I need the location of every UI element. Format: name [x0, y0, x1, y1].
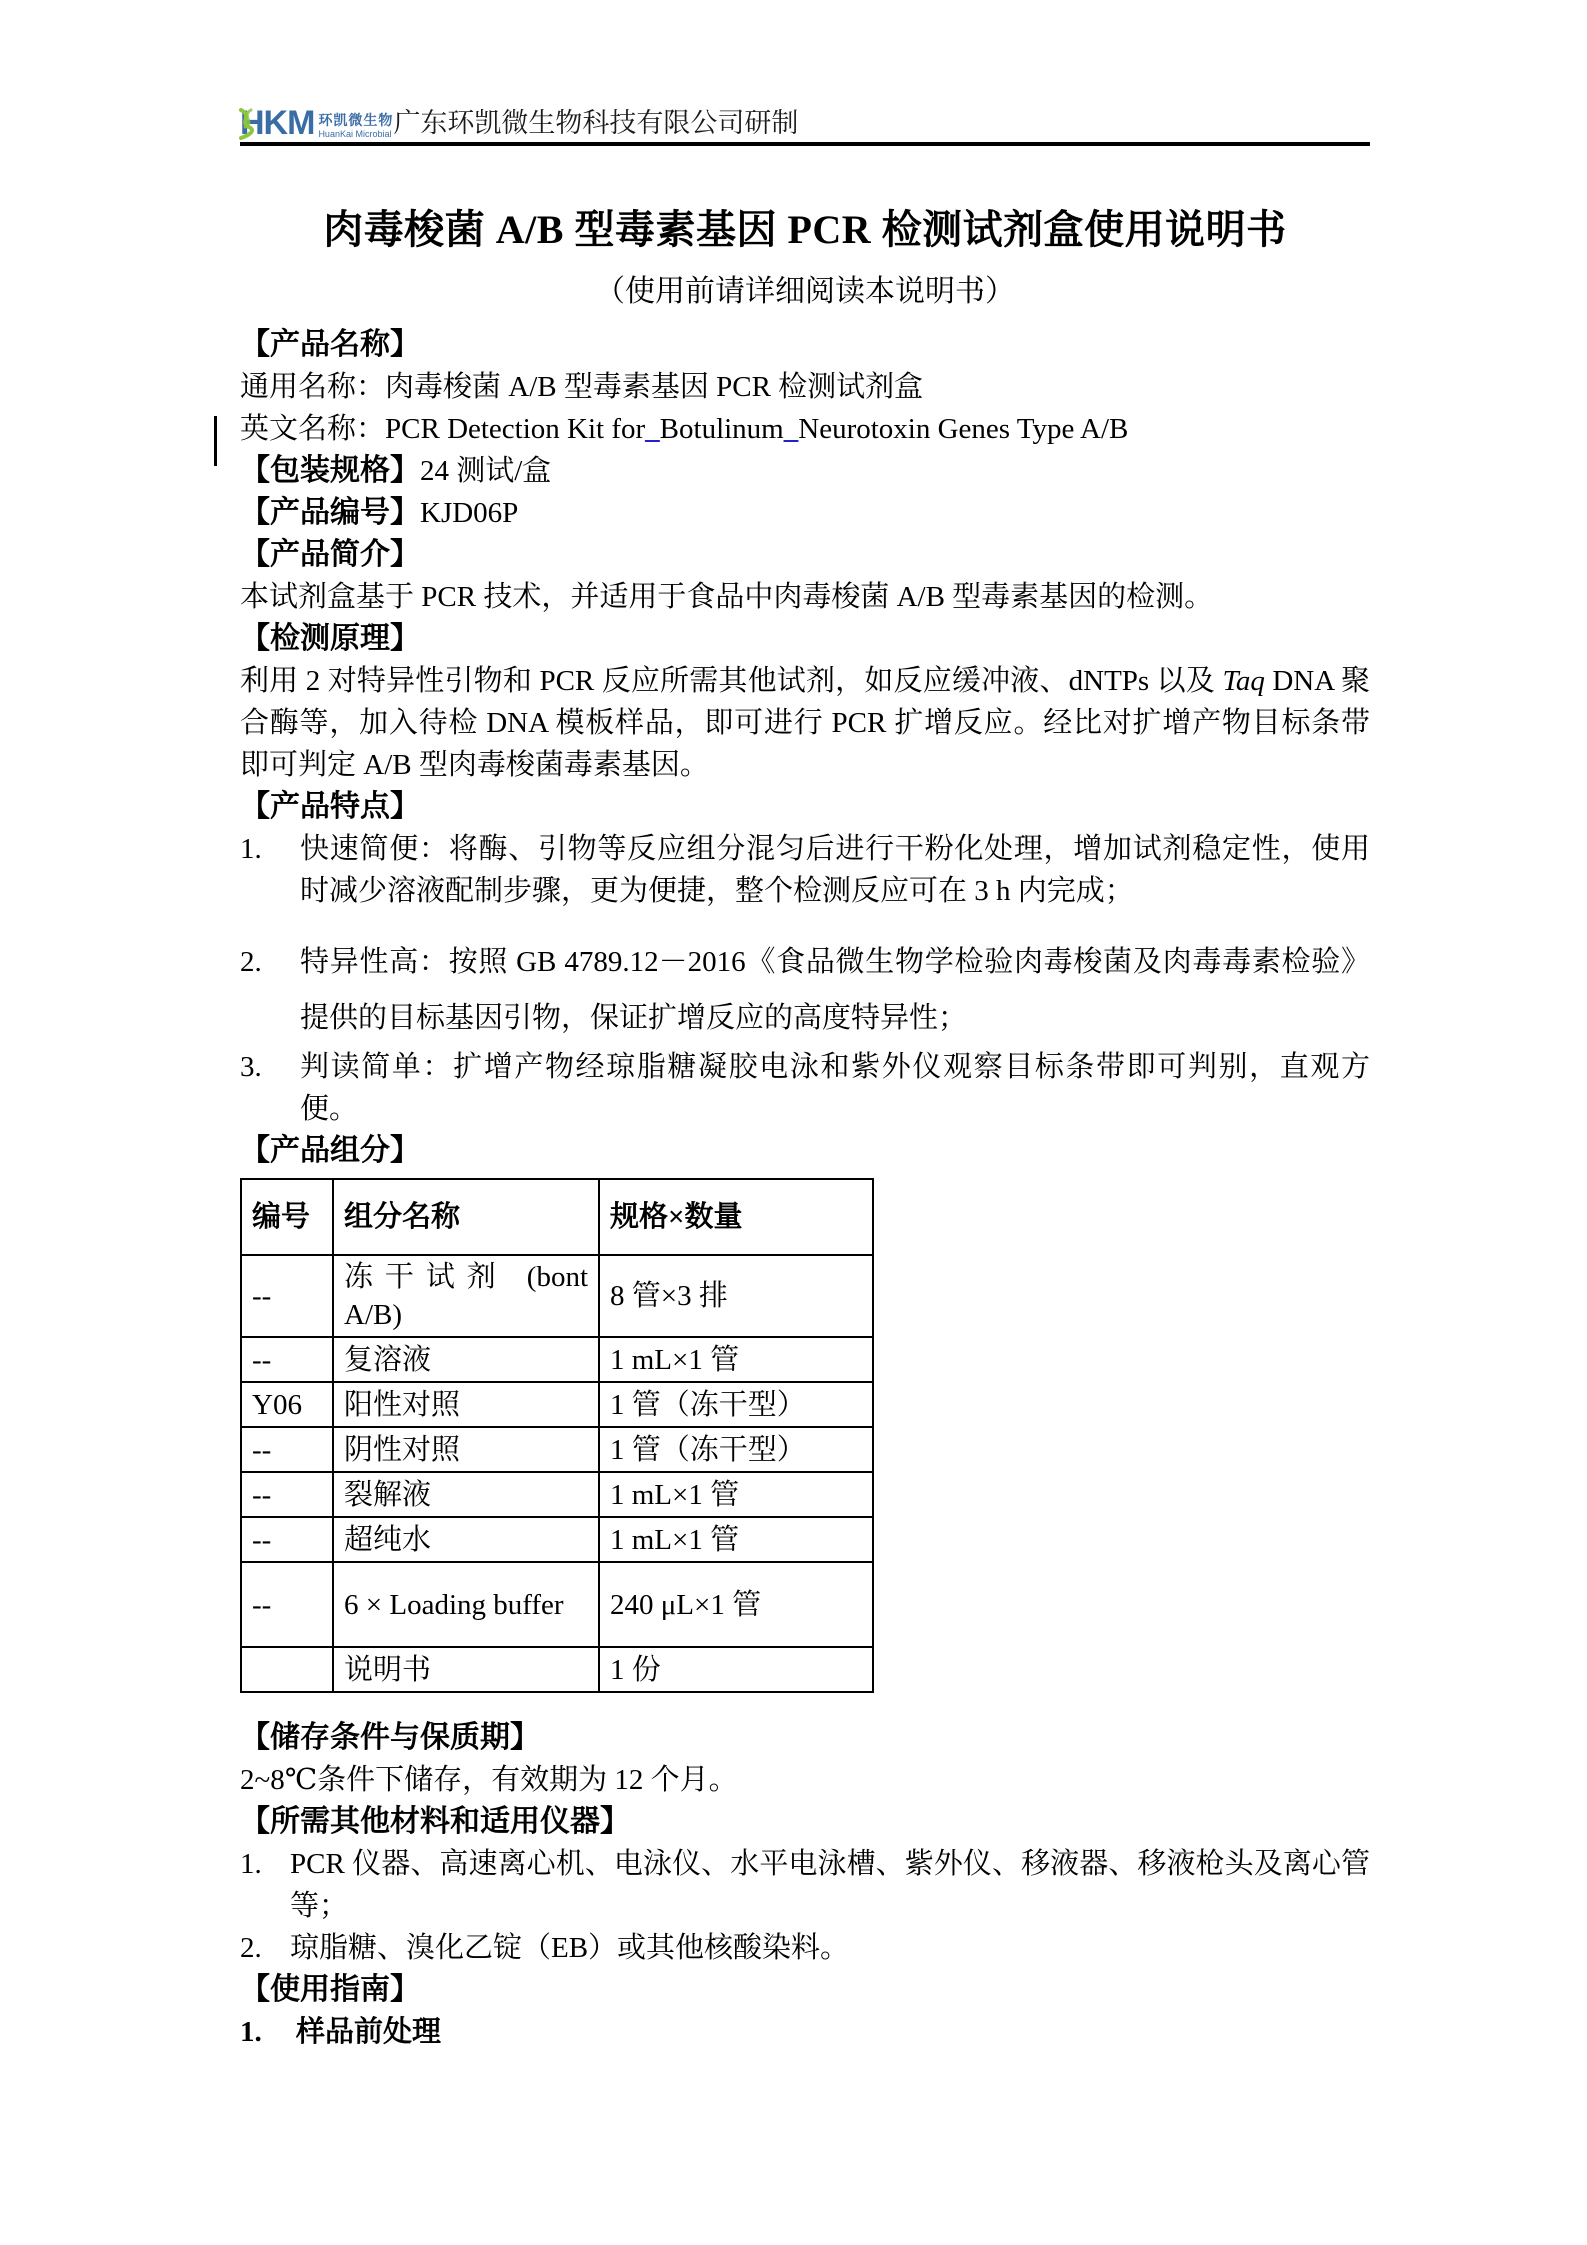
- principle-text: 利用 2 对特异性引物和 PCR 反应所需其他试剂，如反应缓冲液、dNTPs 以及: [240, 665, 1223, 697]
- table-cell: 复溶液: [333, 1337, 599, 1382]
- section-heading-guide: 【使用指南】: [240, 1973, 420, 2006]
- underscore-mark: _: [783, 413, 799, 445]
- document-body: [240, 324, 1370, 2053]
- section-heading-features: 【产品特点】: [240, 790, 420, 823]
- table-cell: 240 μL×1 管: [599, 1562, 873, 1647]
- logo-english-name: HuanKai Microbial: [318, 129, 392, 139]
- components-table: [240, 1178, 874, 1693]
- generic-name-line: 通用名称：肉毒梭菌 A/B 型毒素基因 PCR 检测试剂盒: [240, 371, 924, 403]
- section-heading-materials: 【所需其他材料和适用仪器】: [240, 1805, 630, 1838]
- document-content: [240, 0, 1370, 2053]
- dna-helix-icon: [237, 108, 261, 140]
- table-row: [241, 1562, 873, 1647]
- table-cell: --: [241, 1337, 333, 1382]
- table-cell: 阳性对照: [333, 1382, 599, 1427]
- table-cell: 阴性对照: [333, 1427, 599, 1472]
- table-cell: --: [241, 1517, 333, 1562]
- table-row: [241, 1517, 873, 1562]
- english-name-part: 英文名称：PCR Detection Kit for: [240, 413, 646, 445]
- feature-item-number: 2.: [240, 946, 262, 978]
- logo-chinese-name: 环凯微生物: [318, 114, 394, 129]
- table-row: [241, 1382, 873, 1427]
- table-cell: --: [241, 1562, 333, 1647]
- table-row: [241, 1472, 873, 1517]
- product-code-value: KJD06P: [420, 497, 519, 529]
- company-name: 广东环凯微生物科技有限公司研制: [393, 108, 799, 138]
- underscore-mark: _: [645, 413, 660, 445]
- section-heading-storage: 【储存条件与保质期】: [240, 1721, 540, 1754]
- feature-item-text: 判读简单：扩增产物经琼脂糖凝胶电泳和紫外仪观察目标条带即可判别，直观方便。: [300, 1051, 1370, 1125]
- section-heading-components: 【产品组分】: [240, 1134, 420, 1167]
- packaging-line: [240, 450, 1370, 492]
- logo-subtext: [318, 114, 393, 140]
- principle-text: DNA 聚合酶等，加入待检 DNA 模板样品，即可进行 PCR 扩增反应。经比对扩增产物目标条带即可判定 A/B 型肉毒梭菌毒素基因。: [240, 665, 1371, 781]
- table-cell: 6 × Loading buffer: [333, 1562, 599, 1647]
- guide-item-text: 样品前处理: [296, 2016, 442, 2048]
- feature-item-text: 特异性高：按照 GB 4789.12－2016《食品微生物学检验肉毒梭菌及肉毒毒素检验》提供的目标基因引物，保证扩增反应的高度特异性；: [300, 946, 1370, 1034]
- feature-item: [240, 934, 1370, 1046]
- guide-item: [240, 2011, 1370, 2053]
- material-item-text: 琼脂糖、溴化乙锭（EB）或其他核酸染料。: [290, 1932, 850, 1964]
- english-name-line: [240, 408, 1370, 450]
- intro-body: 本试剂盒基于 PCR 技术，并适用于食品中肉毒梭菌 A/B 型毒素基因的检测。: [240, 581, 1214, 613]
- material-item-number: 1.: [240, 1848, 262, 1880]
- feature-item-number: 1.: [240, 833, 262, 865]
- material-item: [240, 1843, 1370, 1927]
- logo-letters: HKM: [240, 104, 315, 142]
- table-cell: 冻干试剂 (bont A/B): [333, 1255, 599, 1337]
- guide-item-number: 1.: [240, 2016, 262, 2048]
- table-cell: 1 mL×1 管: [599, 1337, 873, 1382]
- section-heading-principle: 【检测原理】: [240, 622, 420, 655]
- taq-italic-text: Taq: [1222, 665, 1265, 697]
- company-logo: [240, 106, 393, 140]
- english-name-part: Neurotoxin Genes Type A/B: [798, 413, 1129, 445]
- table-cell: 1 管（冻干型）: [599, 1382, 873, 1427]
- storage-body: 2~8℃条件下储存，有效期为 12 个月。: [240, 1764, 738, 1796]
- table-cell: Y06: [241, 1382, 333, 1427]
- table-header-cell: 规格×数量: [599, 1179, 873, 1255]
- table-row: [241, 1255, 873, 1337]
- table-cell: 1 mL×1 管: [599, 1517, 873, 1562]
- feature-item-number: 3.: [240, 1051, 262, 1083]
- feature-item: [240, 1046, 1370, 1130]
- section-heading-intro: 【产品简介】: [240, 538, 420, 571]
- packaging-value: 24 测试/盒: [420, 455, 552, 487]
- table-row: [241, 1337, 873, 1382]
- table-cell: [241, 1647, 333, 1692]
- table-cell: 超纯水: [333, 1517, 599, 1562]
- material-item: [240, 1927, 1370, 1969]
- table-header-row: [241, 1179, 873, 1255]
- table-cell: --: [241, 1255, 333, 1337]
- table-cell: --: [241, 1472, 333, 1517]
- product-code-line: [240, 492, 1370, 534]
- feature-item-text: 快速简便：将酶、引物等反应组分混匀后进行干粉化处理，增加试剂稳定性，使用时减少溶液配制步骤，更为便捷，整个检测反应可在 3 h 内完成；: [300, 833, 1370, 907]
- section-heading-product-code: 【产品编号】: [240, 496, 420, 529]
- table-cell: 8 管×3 排: [599, 1255, 873, 1337]
- document-subtitle: （使用前请详细阅读本说明书）: [595, 275, 1015, 308]
- material-item-text: PCR 仪器、高速离心机、电泳仪、水平电泳槽、紫外仪、移液器、移液枪头及离心管等；: [290, 1848, 1370, 1922]
- document-title: 肉毒梭菌 A/B 型毒素基因 PCR 检测试剂盒使用说明书: [323, 207, 1287, 252]
- table-cell: 1 份: [599, 1647, 873, 1692]
- english-name-part: Botulinum: [659, 413, 784, 445]
- logo-hkm-text: [240, 106, 314, 140]
- table-cell: 1 mL×1 管: [599, 1472, 873, 1517]
- table-cell: 说明书: [333, 1647, 599, 1692]
- table-cell: 裂解液: [333, 1472, 599, 1517]
- section-heading-product-name: 【产品名称】: [240, 328, 420, 361]
- section-heading-packaging: 【包装规格】: [240, 454, 420, 487]
- feature-item: [240, 828, 1370, 912]
- table-header-cell: 组分名称: [333, 1179, 599, 1255]
- material-item-number: 2.: [240, 1932, 262, 1964]
- table-cell: 1 管（冻干型）: [599, 1427, 873, 1472]
- table-row: [241, 1647, 873, 1692]
- revision-change-bar: [214, 416, 217, 466]
- table-header-cell: 编号: [241, 1179, 333, 1255]
- principle-body: [240, 660, 1370, 786]
- table-row: [241, 1427, 873, 1472]
- page-header: [240, 0, 1370, 146]
- table-cell: --: [241, 1427, 333, 1472]
